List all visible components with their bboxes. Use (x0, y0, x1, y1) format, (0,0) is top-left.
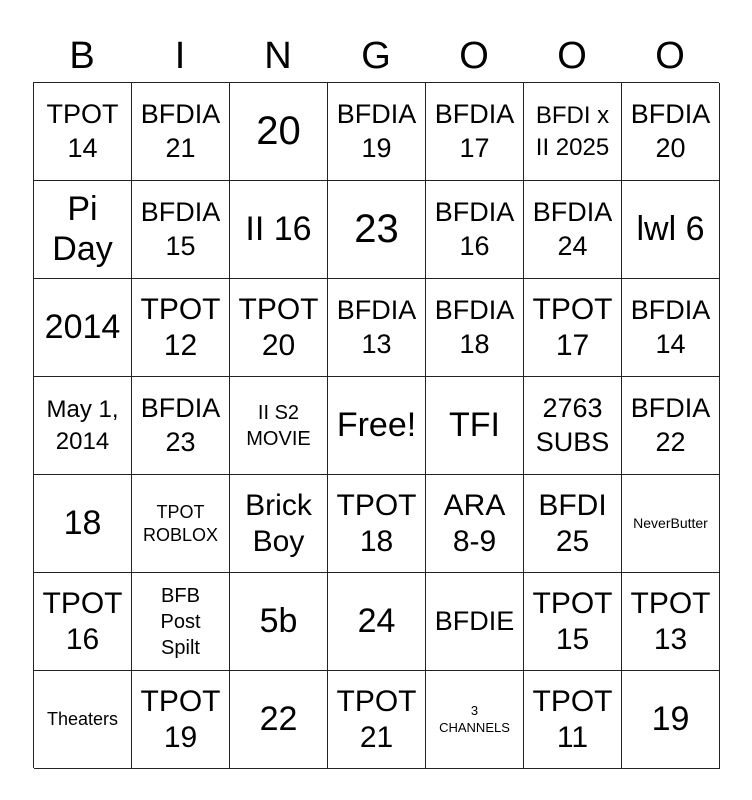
bingo-cell[interactable]: 20 (230, 83, 328, 181)
bingo-cell[interactable]: BFDIA 16 (426, 181, 524, 279)
bingo-cell[interactable]: NeverButter (622, 475, 720, 573)
bingo-cell[interactable]: BFDIA 13 (328, 279, 426, 377)
bingo-cell[interactable]: 24 (328, 573, 426, 671)
bingo-cell[interactable]: TPOT 20 (230, 279, 328, 377)
bingo-header (33, 30, 719, 82)
bingo-cell[interactable]: 22 (230, 671, 328, 769)
bingo-cell[interactable]: May 1, 2014 (34, 377, 132, 475)
bingo-cell[interactable]: TPOT 12 (132, 279, 230, 377)
bingo-cell[interactable]: BFDI x II 2025 (524, 83, 622, 181)
bingo-cell[interactable]: TPOT 16 (34, 573, 132, 671)
bingo-cell[interactable]: 19 (622, 671, 720, 769)
bingo-cell[interactable]: 3 CHANNELS (426, 671, 524, 769)
header-letter: I (174, 35, 186, 77)
bingo-cell[interactable]: lwl 6 (622, 181, 720, 279)
bingo-cell[interactable]: II S2 MOVIE (230, 377, 328, 475)
bingo-cell[interactable]: ARA 8-9 (426, 475, 524, 573)
bingo-cell[interactable]: 23 (328, 181, 426, 279)
bingo-cell[interactable]: BFDIA 24 (524, 181, 622, 279)
bingo-cell[interactable]: 2014 (34, 279, 132, 377)
bingo-cell[interactable]: TPOT 14 (34, 83, 132, 181)
bingo-cell[interactable]: TPOT 11 (524, 671, 622, 769)
header-letter: O (557, 35, 587, 77)
header-letter: O (459, 35, 489, 77)
bingo-cell[interactable]: BFDI 25 (524, 475, 622, 573)
bingo-cell[interactable]: BFB Post Spilt (132, 573, 230, 671)
bingo-cell[interactable]: Free! (328, 377, 426, 475)
bingo-cell[interactable]: BFDIA 23 (132, 377, 230, 475)
bingo-cell[interactable]: 18 (34, 475, 132, 573)
header-letter: B (69, 35, 95, 77)
bingo-cell[interactable]: TPOT 19 (132, 671, 230, 769)
bingo-cell[interactable]: BFDIA 21 (132, 83, 230, 181)
bingo-cell[interactable]: Theaters (34, 671, 132, 769)
bingo-cell[interactable]: BFDIA 15 (132, 181, 230, 279)
bingo-cell[interactable]: BFDIA 18 (426, 279, 524, 377)
bingo-cell[interactable]: TPOT 21 (328, 671, 426, 769)
bingo-cell[interactable]: TFI (426, 377, 524, 475)
bingo-cell[interactable]: 2763 SUBS (524, 377, 622, 475)
bingo-cell[interactable]: Pi Day (34, 181, 132, 279)
bingo-cell[interactable]: TPOT 15 (524, 573, 622, 671)
header-letter: G (361, 35, 391, 77)
bingo-cell[interactable]: BFDIA 19 (328, 83, 426, 181)
header-letter: N (264, 35, 292, 77)
header-letter: O (655, 35, 685, 77)
bingo-cell[interactable]: BFDIA 20 (622, 83, 720, 181)
bingo-cell[interactable]: TPOT ROBLOX (132, 475, 230, 573)
bingo-cell[interactable]: 5b (230, 573, 328, 671)
bingo-cell[interactable]: BFDIA 14 (622, 279, 720, 377)
bingo-cell[interactable]: BFDIE (426, 573, 524, 671)
bingo-board (33, 82, 719, 768)
bingo-cell[interactable]: TPOT 17 (524, 279, 622, 377)
bingo-cell[interactable]: Brick Boy (230, 475, 328, 573)
bingo-cell[interactable]: BFDIA 22 (622, 377, 720, 475)
bingo-cell[interactable]: TPOT 13 (622, 573, 720, 671)
bingo-cell[interactable]: BFDIA 17 (426, 83, 524, 181)
bingo-cell[interactable]: II 16 (230, 181, 328, 279)
bingo-cell[interactable]: TPOT 18 (328, 475, 426, 573)
